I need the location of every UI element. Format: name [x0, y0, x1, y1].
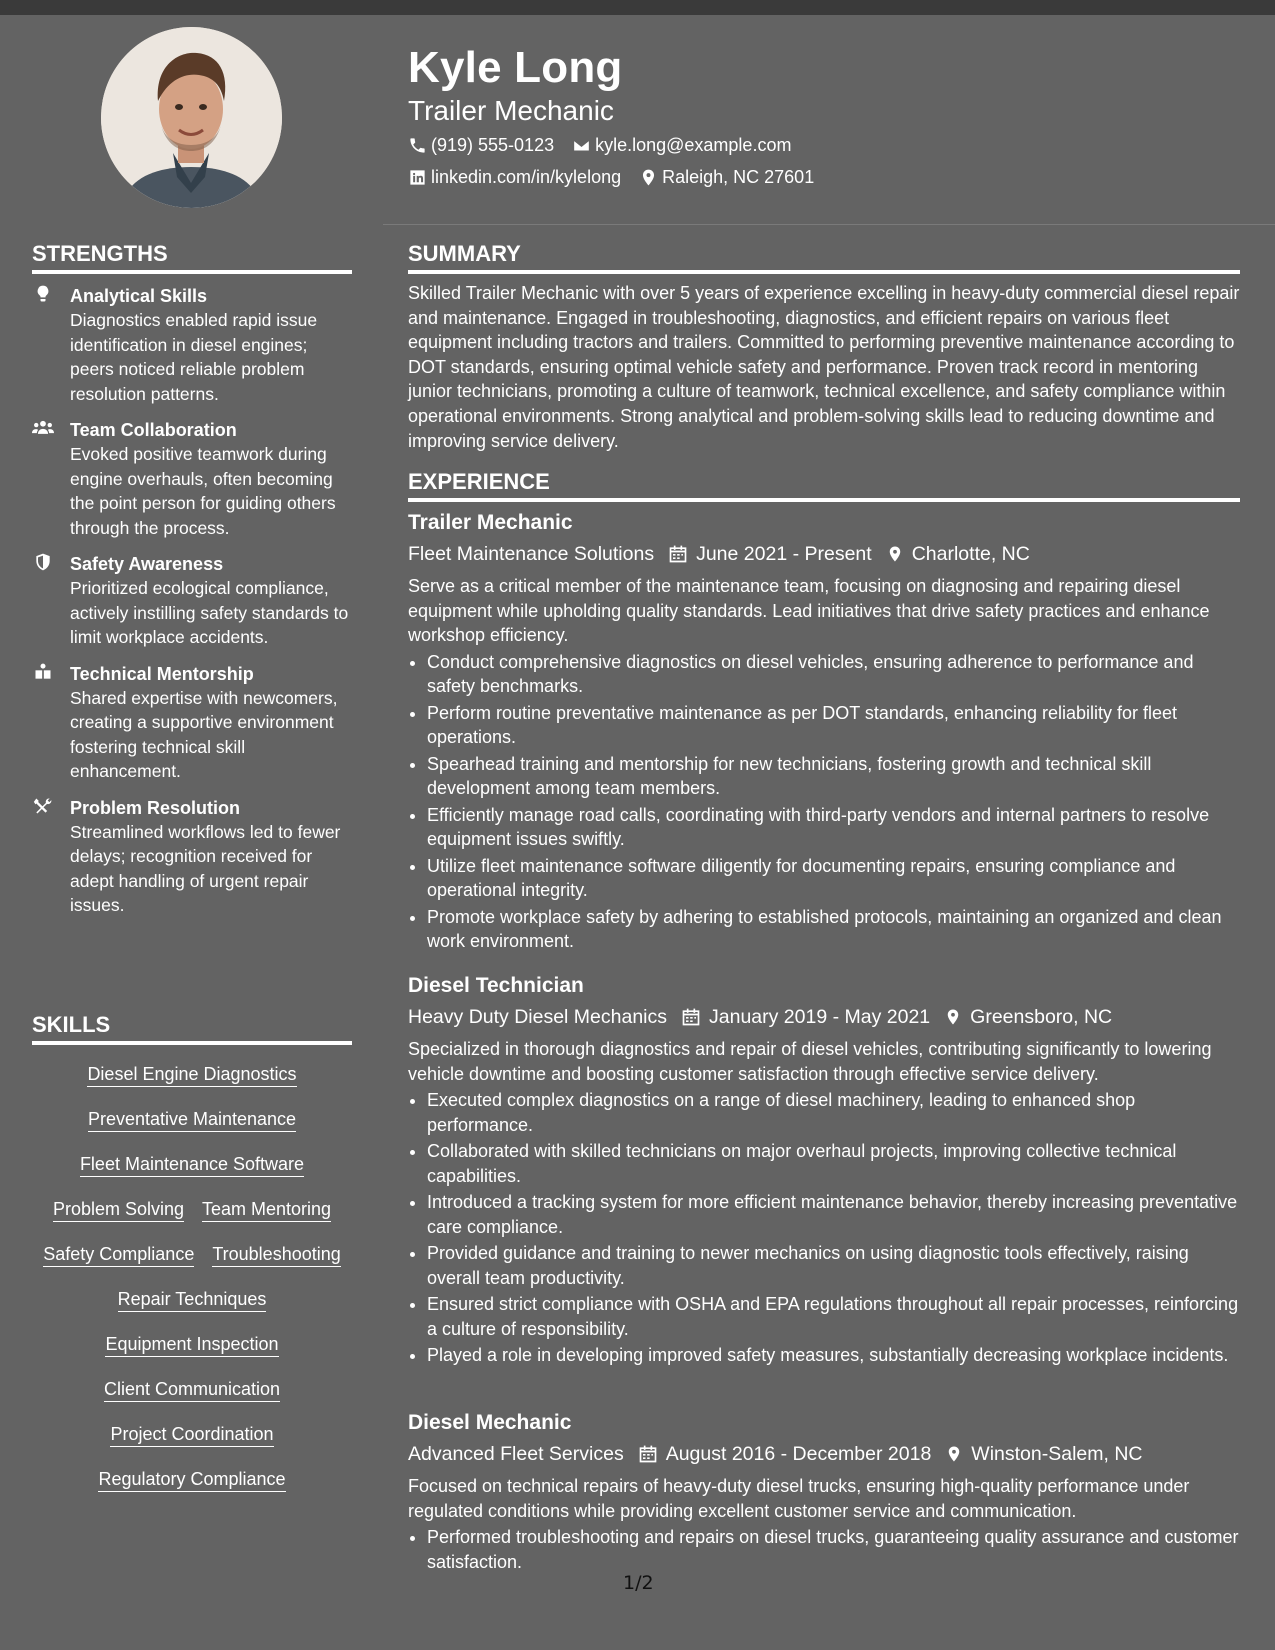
skills-list	[32, 1063, 352, 1513]
tools-icon	[32, 796, 54, 816]
job-title: Diesel Technician	[408, 974, 584, 997]
skill-tag: Client Communication	[104, 1378, 280, 1402]
strength-desc: Streamlined workflows led to fewer delays; recognition received for adept handling of urgent repair issues.	[70, 821, 341, 915]
profile-photo	[101, 27, 282, 208]
skill-tag: Diesel Engine Diagnostics	[87, 1063, 296, 1087]
phone-icon	[408, 136, 427, 155]
experience-entry	[408, 509, 1240, 956]
strength-item	[32, 284, 352, 406]
strength-title: Problem Resolution	[70, 797, 241, 818]
job-bullet: • Collaborated with skilled technicians on major overhaul projects, improving collective technical capabilities.	[427, 1139, 1240, 1188]
location-text: Raleigh, NC 27601	[662, 167, 815, 187]
map-pin-icon	[639, 168, 658, 187]
job-bullet: • Efficiently manage road calls, coordinating with third-party vendors and internal partners to resolve equipment issues swiftly.	[427, 803, 1240, 852]
strength-title: Team Collaboration	[70, 420, 237, 440]
job-meta	[408, 539, 1240, 569]
strength-desc: Evoked positive teamwork during engine overhauls, often becoming the point person for guiding others through the process.	[70, 444, 336, 538]
contact-linkedin[interactable]	[408, 165, 621, 189]
skill-tag: Regulatory Compliance	[98, 1468, 285, 1492]
skill-tag: Team Mentoring	[202, 1198, 331, 1222]
skill-tag: Project Coordination	[110, 1423, 273, 1447]
map-pin-icon	[945, 1444, 963, 1464]
contact-location	[639, 165, 814, 189]
skill-tag: Fleet Maintenance Software	[80, 1153, 304, 1177]
job-bullets	[408, 1525, 1240, 1574]
calendar-icon	[638, 1444, 658, 1464]
job-bullets	[408, 1088, 1240, 1368]
job-dates: January 2019 - May 2021	[709, 1006, 931, 1028]
job-description: Specialized in thorough diagnostics and repair of diesel vehicles, contributing significantly to lowering vehicle downtime and boosting customer satisfaction through effective service delivery.	[408, 1039, 1212, 1084]
skill-tag: Problem Solving	[53, 1198, 184, 1222]
calendar-icon	[668, 544, 688, 564]
users-icon	[32, 418, 54, 438]
strength-desc: Prioritized ecological compliance, actively instilling safety standards to limit workplace accidents.	[70, 578, 349, 647]
job-bullet: • Performed troubleshooting and repairs on diesel trucks, guaranteeing quality assurance and customer satisfaction.	[427, 1525, 1240, 1574]
job-description: Focused on technical repairs of heavy-duty diesel trucks, ensuring high-quality performance under regulated conditions while providing excellent customer service and communication.	[408, 1476, 1190, 1521]
job-bullet: • Utilize fleet maintenance software diligently for documenting repairs, ensuring compliance and operational integrity.	[427, 854, 1240, 903]
job-bullet: • Introduced a tracking system for more efficient maintenance behavior, thereby increasing preventative care compliance.	[427, 1190, 1240, 1239]
mentor-icon	[32, 662, 54, 682]
candidate-name: Kyle Long	[408, 43, 623, 92]
strengths-list	[32, 284, 352, 930]
strength-title: Technical Mentorship	[70, 663, 254, 684]
contact-phone[interactable]	[408, 133, 554, 157]
linkedin-icon	[408, 168, 427, 187]
job-bullet: • Spearhead training and mentorship for new technicians, fostering growth and technical skill development among team members.	[427, 752, 1240, 801]
experience-heading: EXPERIENCE	[408, 468, 1240, 502]
strength-item	[32, 662, 352, 784]
candidate-title: Trailer Mechanic	[408, 95, 614, 126]
envelope-icon	[572, 136, 591, 155]
job-meta	[408, 1002, 1240, 1032]
calendar-icon	[681, 1007, 701, 1027]
job-bullet: • Promote workplace safety by adhering to established protocols, maintaining an organized and clean work environment.	[427, 905, 1240, 954]
linkedin-text: linkedin.com/in/kylelong	[431, 167, 622, 187]
job-bullet: • Perform routine preventative maintenance as per DOT standards, enhancing reliability for fleet operations.	[427, 701, 1240, 750]
strength-item	[32, 796, 352, 918]
skills-heading: SKILLS	[32, 1011, 352, 1045]
strength-item	[32, 552, 352, 650]
page-indicator: 1/2	[623, 1572, 654, 1594]
job-company: Fleet Maintenance Solutions	[408, 543, 655, 565]
contact-row-1	[408, 133, 791, 157]
map-pin-icon	[944, 1007, 962, 1027]
job-bullet: • Played a role in developing improved safety measures, substantially decreasing workplace incidents.	[427, 1343, 1240, 1368]
job-dates: June 2021 - Present	[696, 543, 872, 565]
skill-tag: Equipment Inspection	[105, 1333, 278, 1357]
job-bullet: • Executed complex diagnostics on a range of diesel machinery, leading to enhanced shop performance.	[427, 1088, 1240, 1137]
map-pin-icon	[886, 544, 904, 564]
experience-entry	[408, 1409, 1240, 1576]
email-text: kyle.long@example.com	[595, 135, 792, 155]
strength-item	[32, 418, 352, 540]
job-bullets	[408, 650, 1240, 954]
skill-tag: Preventative Maintenance	[88, 1108, 296, 1132]
shield-icon	[32, 552, 54, 572]
strength-title: Safety Awareness	[70, 554, 224, 574]
phone-text: (919) 555-0123	[431, 135, 555, 155]
strength-title: Analytical Skills	[70, 286, 208, 306]
job-dates: August 2016 - December 2018	[665, 1443, 932, 1465]
skill-tag: Repair Techniques	[118, 1288, 267, 1312]
strength-desc: Shared expertise with newcomers, creating a supportive environment fostering technical skill enhancement.	[70, 687, 338, 781]
job-bullet: • Ensured strict compliance with OSHA and EPA regulations throughout all repair processes, reinforcing a culture of responsibility.	[427, 1292, 1240, 1341]
job-description: Serve as a critical member of the maintenance team, focusing on diagnosing and repairing diesel equipment while upholding quality standards. Lead initiatives that drive safety practices and enhance workshop efficiency.	[408, 576, 1210, 645]
skill-tag: Troubleshooting	[212, 1243, 340, 1267]
contact-email[interactable]	[572, 133, 791, 157]
job-location: Winston-Salem, NC	[971, 1443, 1143, 1465]
job-title: Trailer Mechanic	[408, 511, 573, 534]
job-location: Greensboro, NC	[970, 1006, 1113, 1028]
job-location: Charlotte, NC	[911, 543, 1030, 565]
job-bullet: • Provided guidance and training to newer mechanics on using diagnostic tools effectively, raising overall team productivity.	[427, 1241, 1240, 1290]
experience-entry	[408, 972, 1240, 1370]
contact-row-2	[408, 165, 814, 189]
job-title: Diesel Mechanic	[408, 1411, 572, 1434]
job-bullet: • Conduct comprehensive diagnostics on diesel vehicles, ensuring adherence to performance and safety benchmarks.	[427, 650, 1240, 699]
strength-desc: Diagnostics enabled rapid issue identification in diesel engines; peers noticed reliable problem resolution patterns.	[70, 310, 318, 404]
job-meta	[408, 1439, 1240, 1469]
skill-tag: Safety Compliance	[43, 1243, 194, 1267]
job-company: Heavy Duty Diesel Mechanics	[408, 1006, 668, 1028]
summary-text: Skilled Trailer Mechanic with over 5 years of experience excelling in heavy-duty commercial diesel repair and maintenance. Engaged in troubleshooting, diagnostics, and efficient repairs on various fleet equipment including tractors and trailers. Committed to performing preventive maintenance according to DOT standards, ensuring optimal vehicle safety and performance. Proven track record in mentoring junior technicians, promoting a culture of teamwork, technical excellence, and safety compliance within operational environments. Strong analytical and problem-solving skills lead to reducing downtime and improving service delivery.	[408, 283, 1240, 451]
top-bar	[0, 0, 1275, 15]
job-company: Advanced Fleet Services	[408, 1443, 624, 1465]
lightbulb-icon	[32, 284, 54, 304]
header-divider	[383, 224, 1275, 225]
summary-heading: SUMMARY	[408, 240, 1240, 274]
strengths-heading: STRENGTHS	[32, 240, 352, 274]
